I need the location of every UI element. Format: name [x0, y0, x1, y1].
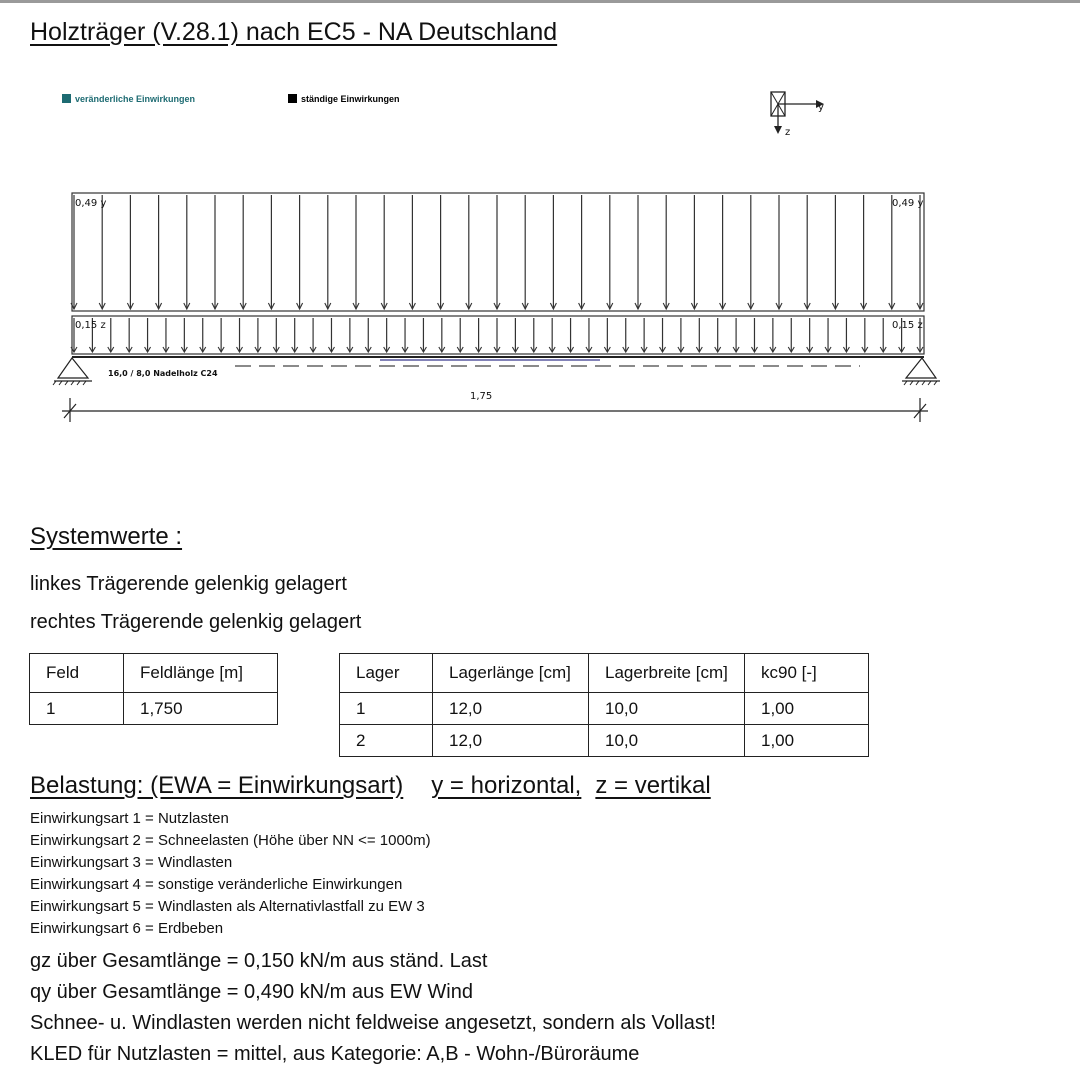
table-row: [340, 693, 869, 725]
load-z-arrow: [549, 318, 555, 352]
load-z-arrow: [365, 318, 371, 352]
list-item: Einwirkungsart 2 = Schneelasten (Höhe über NN <= 1000m): [30, 832, 431, 849]
load-z-arrow: [476, 318, 482, 352]
load-y-arrow: [607, 195, 613, 309]
load-z-arrow: [770, 318, 776, 352]
load-z-arrow: [531, 318, 537, 352]
load-z-arrow: [273, 318, 279, 352]
table-cell: 12,0: [433, 693, 589, 725]
load-y-arrow: [917, 195, 923, 309]
load-y-arrow: [804, 195, 810, 309]
table-row: [340, 654, 869, 693]
table-cell: 1,750: [124, 693, 278, 725]
load-z-arrow: [660, 318, 666, 352]
note-kled: KLED für Nutzlasten = mittel, aus Kategorie: A,B - Wohn-/Büroräume: [30, 1043, 640, 1065]
list-item: Einwirkungsart 3 = Windlasten: [30, 854, 233, 871]
support-header-lager: Lager: [340, 654, 433, 693]
load-z-arrow: [568, 318, 574, 352]
load-y-arrow: [438, 195, 444, 309]
load-z-arrow: [788, 318, 794, 352]
load-y-arrow: [156, 195, 162, 309]
table-row: [30, 654, 278, 693]
load-y-arrow: [861, 195, 867, 309]
load-y-arrow: [720, 195, 726, 309]
load-z-arrow: [384, 318, 390, 352]
load-y-arrow: [663, 195, 669, 309]
support-header-width: Lagerbreite [cm]: [589, 654, 745, 693]
load-z-arrow: [843, 318, 849, 352]
table-cell: 2: [340, 725, 433, 757]
list-item: Einwirkungsart 4 = sonstige veränderliche Einwirkungen: [30, 876, 403, 893]
load-z-arrow: [880, 318, 886, 352]
load-y-arrow: [297, 195, 303, 309]
beam-diagram: [0, 80, 1080, 440]
category-list: [30, 808, 431, 940]
load-z-arrow: [807, 318, 813, 352]
load-z-block: [71, 316, 924, 354]
load-y-arrow: [748, 195, 754, 309]
load-y-right-label: 0,49 y: [892, 198, 924, 209]
list-item: Einwirkungsart 6 = Erdbeben: [30, 920, 224, 937]
load-z-arrow: [494, 318, 500, 352]
load-y-left-label: 0,49 y: [75, 198, 107, 209]
load-z-arrow: [604, 318, 610, 352]
load-z-arrow: [420, 318, 426, 352]
note-gz: gz über Gesamtlänge = 0,150 kN/m aus ständ. Last: [30, 950, 488, 972]
page-title: Holzträger (V.28.1) nach EC5 - NA Deutschland: [30, 18, 558, 46]
load-z-arrow: [715, 318, 721, 352]
load-y-arrow: [550, 195, 556, 309]
load-y-arrow: [494, 195, 500, 309]
load-z-arrow: [439, 318, 445, 352]
load-z-arrow: [623, 318, 629, 352]
load-z-left-label: 0,15 z: [75, 320, 106, 331]
load-z-arrow: [825, 318, 831, 352]
load-z-arrow: [347, 318, 353, 352]
loading-heading-y: y = horizontal,: [431, 772, 582, 799]
axis-z-label: z: [785, 127, 791, 138]
load-z-arrow: [181, 318, 187, 352]
load-y-arrow: [99, 195, 105, 309]
table-cell: 10,0: [589, 693, 745, 725]
load-z-arrow: [218, 318, 224, 352]
beam-section-label: 16,0 / 8,0 Nadelholz C24: [108, 369, 218, 378]
load-z-arrow: [512, 318, 518, 352]
system-heading: Systemwerte :: [30, 523, 183, 550]
load-z-arrow: [641, 318, 647, 352]
load-z-arrow: [255, 318, 261, 352]
load-y-arrows: [71, 195, 923, 309]
load-y-arrow: [776, 195, 782, 309]
table-cell: 1,00: [745, 693, 869, 725]
note-qy: qy über Gesamtlänge = 0,490 kN/m aus EW Wind: [30, 981, 473, 1003]
load-z-arrow: [126, 318, 132, 352]
coordinate-axes-icon: [771, 92, 824, 138]
table-row: [340, 725, 869, 757]
table-cell: 1,00: [745, 725, 869, 757]
load-z-arrow: [457, 318, 463, 352]
load-z-arrow: [586, 318, 592, 352]
load-y-arrow: [184, 195, 190, 309]
load-z-right-label: 0,15 z: [892, 320, 923, 331]
system-line-left: linkes Trägerende gelenkig gelagert: [30, 573, 347, 595]
load-y-arrow: [691, 195, 697, 309]
load-y-arrow: [268, 195, 274, 309]
field-header-feld: Feld: [30, 654, 124, 693]
support-header-kc90: kc90 [-]: [745, 654, 869, 693]
system-line-right: rechtes Trägerende gelenkig gelagert: [30, 611, 362, 633]
table-cell: 10,0: [589, 725, 745, 757]
field-table: [29, 653, 278, 725]
legend-permanent-label: ständige Einwirkungen: [301, 94, 400, 104]
left-support-icon: [53, 358, 92, 385]
list-item: Einwirkungsart 5 = Windlasten als Alternativlastfall zu EW 3: [30, 898, 425, 915]
load-y-arrow: [353, 195, 359, 309]
load-y-arrow: [127, 195, 133, 309]
load-z-arrow: [733, 318, 739, 352]
load-y-arrow: [409, 195, 415, 309]
load-z-arrows: [71, 318, 923, 352]
support-header-length: Lagerlänge [cm]: [433, 654, 589, 693]
span-dimension: [62, 391, 928, 422]
load-y-arrow: [522, 195, 528, 309]
list-item: Einwirkungsart 1 = Nutzlasten: [30, 810, 229, 827]
load-y-arrow: [381, 195, 387, 309]
table-cell: 12,0: [433, 725, 589, 757]
note-snow-wind: Schnee- u. Windlasten werden nicht feldweise angesetzt, sondern als Vollast!: [30, 1012, 716, 1034]
load-y-arrow: [325, 195, 331, 309]
support-table: [339, 653, 869, 757]
load-y-block: [71, 193, 924, 311]
load-z-arrow: [678, 318, 684, 352]
right-support-icon: [902, 358, 940, 385]
loading-heading-z: z = vertikal: [595, 772, 711, 799]
field-header-length: Feldlänge [m]: [124, 654, 278, 693]
load-z-arrow: [328, 318, 334, 352]
load-y-arrow: [832, 195, 838, 309]
loading-heading-main: Belastung: (EWA = Einwirkungsart): [30, 772, 404, 799]
top-border: [0, 0, 1080, 3]
table-cell: 1: [30, 693, 124, 725]
load-z-arrow: [696, 318, 702, 352]
load-z-arrow: [200, 318, 206, 352]
load-y-arrow: [466, 195, 472, 309]
table-row: [30, 693, 278, 725]
load-y-arrow: [635, 195, 641, 309]
load-y-arrow: [889, 195, 895, 309]
load-z-arrow: [163, 318, 169, 352]
legend-variable-label: veränderliche Einwirkungen: [75, 94, 196, 104]
load-z-arrow: [862, 318, 868, 352]
load-z-arrow: [751, 318, 757, 352]
load-z-arrow: [237, 318, 243, 352]
load-z-arrow: [292, 318, 298, 352]
load-z-arrow: [310, 318, 316, 352]
loading-heading: [30, 772, 711, 800]
load-z-arrow: [108, 318, 114, 352]
span-label: 1,75: [470, 391, 493, 402]
load-y-arrow: [212, 195, 218, 309]
load-y-arrow: [240, 195, 246, 309]
axis-y-label: y: [818, 102, 824, 113]
table-cell: 1: [340, 693, 433, 725]
load-y-arrow: [579, 195, 585, 309]
load-z-arrow: [402, 318, 408, 352]
load-z-arrow: [145, 318, 151, 352]
